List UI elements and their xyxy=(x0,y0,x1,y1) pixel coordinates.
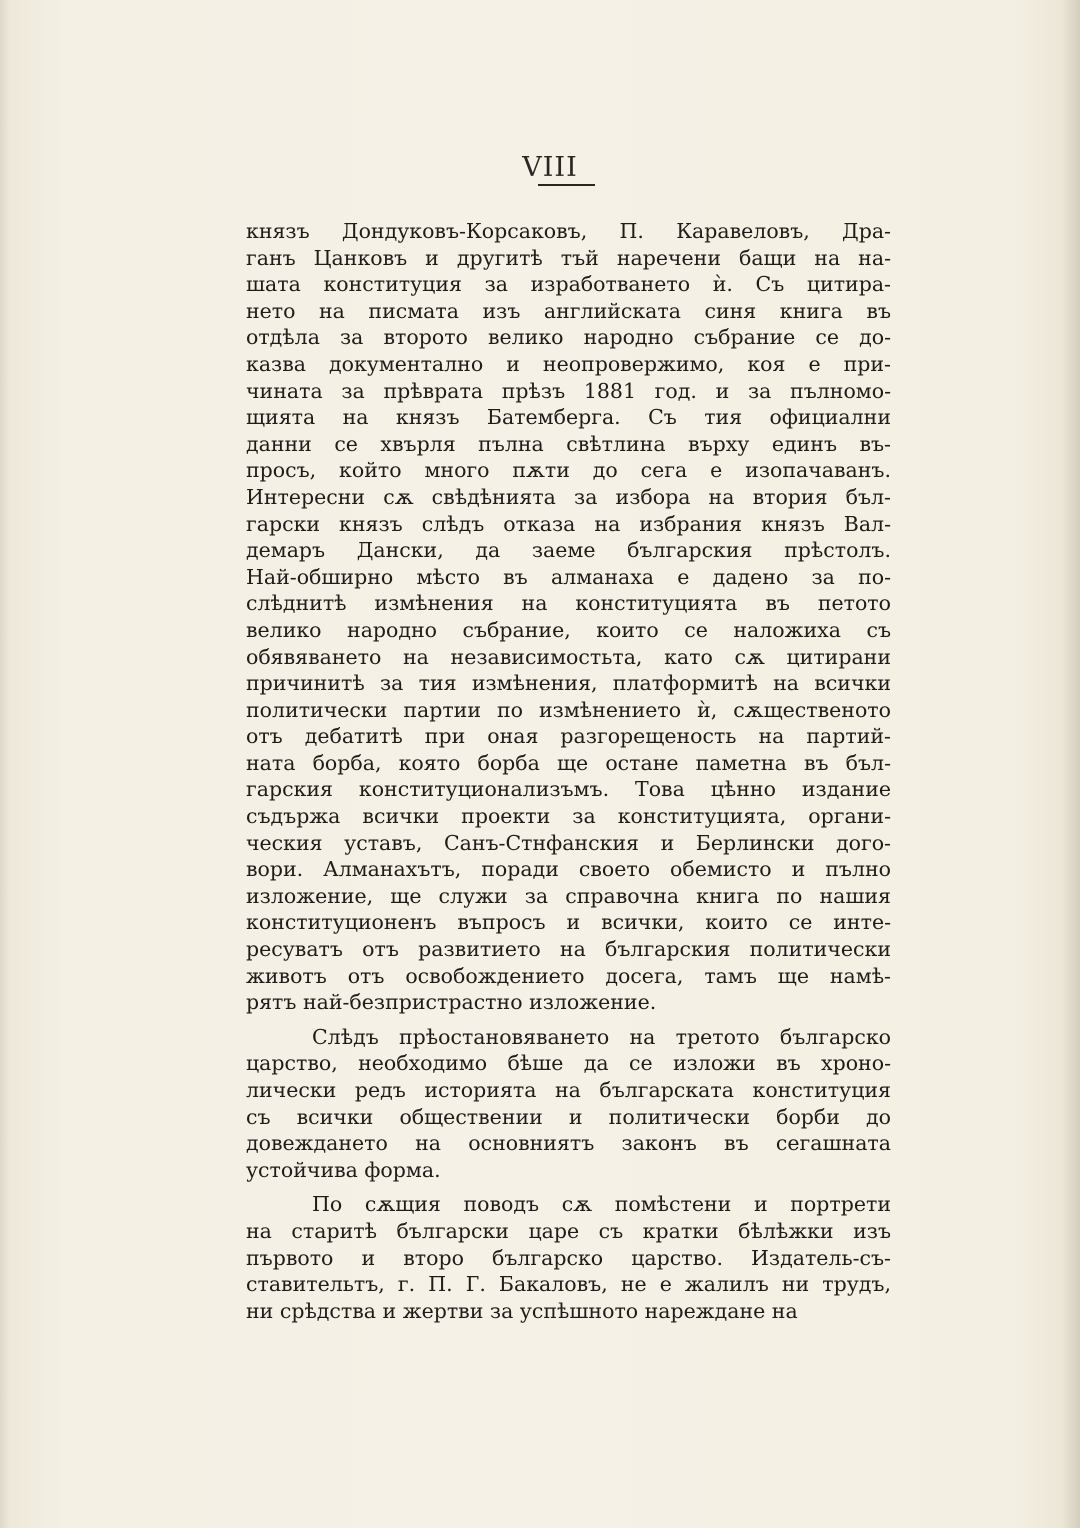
text-line: отдѣла за второто велико народно събрание се до- xyxy=(246,325,891,350)
paragraph-gap xyxy=(246,1016,891,1024)
page-edge-left xyxy=(0,0,10,1528)
text-line: нето на писмата изъ английската синя книга въ xyxy=(246,298,891,323)
text-line: обявяването на независимостьта, като сѫ цитирани xyxy=(246,644,891,669)
text-line: Слѣдъ прѣостановяването на третото българско xyxy=(312,1024,891,1049)
page-edge-right xyxy=(1062,0,1080,1528)
text-line: Интересни сѫ свѣдѣнията за избора на втория бъл- xyxy=(246,484,891,509)
text-line: царство, необходимо бѣше да се изложи въ хроно- xyxy=(246,1051,891,1076)
page-number: VIII xyxy=(522,152,578,183)
text-line: слѣднитѣ измѣнения на конституцията въ петото xyxy=(246,591,891,616)
text-line: ни срѣдства и жертви за успѣшното нареждане на xyxy=(246,1298,798,1323)
text-line: ресуватъ отъ развитието на българския политически xyxy=(246,937,891,962)
text-line: ставительтъ, г. П. Г. Бакаловъ, не е жалилъ ни трудъ, xyxy=(246,1272,891,1297)
text-line: Най-обширно мѣсто въ алманаха е дадено за по- xyxy=(246,564,891,589)
text-line: съ всички обществении и политически борби до xyxy=(246,1104,891,1129)
text-line: рятъ най-безпристрастно изложение. xyxy=(246,990,657,1015)
text-line: По сѫщия поводъ сѫ помѣстени и портрети xyxy=(312,1192,891,1217)
text-line: демаръ Дански, да заеме българския прѣстолъ. xyxy=(246,538,891,563)
paragraph xyxy=(246,1024,891,1184)
text-line: князъ Дондуковъ-Корсаковъ, П. Каравеловъ, Дра- xyxy=(246,219,891,243)
paragraph-gap xyxy=(246,1183,891,1191)
text-line: на старитѣ български царе съ кратки бѣлѣжки изъ xyxy=(246,1218,891,1243)
text-line: устойчива форма. xyxy=(246,1157,441,1182)
text-line: ганъ Цанковъ и другитѣ тъй наречени бащи на на- xyxy=(246,245,891,270)
text-line: шата конституция за изработването ѝ. Съ цитира- xyxy=(246,272,891,297)
text-line: велико народно събрание, които се наложиха съ xyxy=(246,617,891,642)
page-number-underline xyxy=(538,184,595,186)
text-line: казва документално и неопровержимо, коя е при- xyxy=(246,351,891,376)
text-line: щията на князъ Батемберга. Съ тия официални xyxy=(246,405,891,430)
text-line: чината за прѣврата прѣзъ 1881 год. и за пълномо- xyxy=(246,378,891,403)
text-line: довеждането на основниятъ законъ въ сегашната xyxy=(246,1131,891,1156)
text-line: животъ отъ освобождението досега, тамъ ще намѣ- xyxy=(246,963,891,988)
text-line: гарския конституционализъмъ. Това цѣнно издание xyxy=(246,777,891,802)
text-line: лически редъ историята на българската конституция xyxy=(246,1078,891,1102)
text-line: вори. Алманахътъ, поради своето обемисто и пълно xyxy=(246,857,891,882)
text-line: ческия уставъ, Санъ-Стнфанския и Берлински дого- xyxy=(246,830,891,855)
text-line: данни се хвърля пълна свѣтлина върху единъ въ- xyxy=(246,431,891,456)
text-line: просъ, който много пѫти до сега е изопачаванъ. xyxy=(246,458,891,483)
text-line: съдържа всички проекти за конституцията, органи- xyxy=(246,804,891,829)
text-line: отъ дебатитѣ при оная разгорещеность на партий- xyxy=(246,724,891,749)
paragraph xyxy=(246,218,891,1016)
text-line: гарски князъ слѣдъ отказа на избрания князъ Вал- xyxy=(246,511,891,536)
text-line: ната борба, която борба ще остане паметна въ бъл- xyxy=(246,750,891,775)
text-line: причинитѣ за тия измѣнения, платформитѣ на всички xyxy=(246,671,891,696)
text-line: конституционенъ въпросъ и всички, които се инте- xyxy=(246,910,891,935)
text-line: първото и второ българско царство. Издатель-съ- xyxy=(246,1245,891,1270)
text-line: изложение, ще служи за справочна книга по нашия xyxy=(246,883,891,908)
body-text xyxy=(246,218,891,1324)
paragraph xyxy=(246,1191,891,1324)
text-line: политически партии по измѣнението ѝ, сѫщественото xyxy=(246,697,891,722)
